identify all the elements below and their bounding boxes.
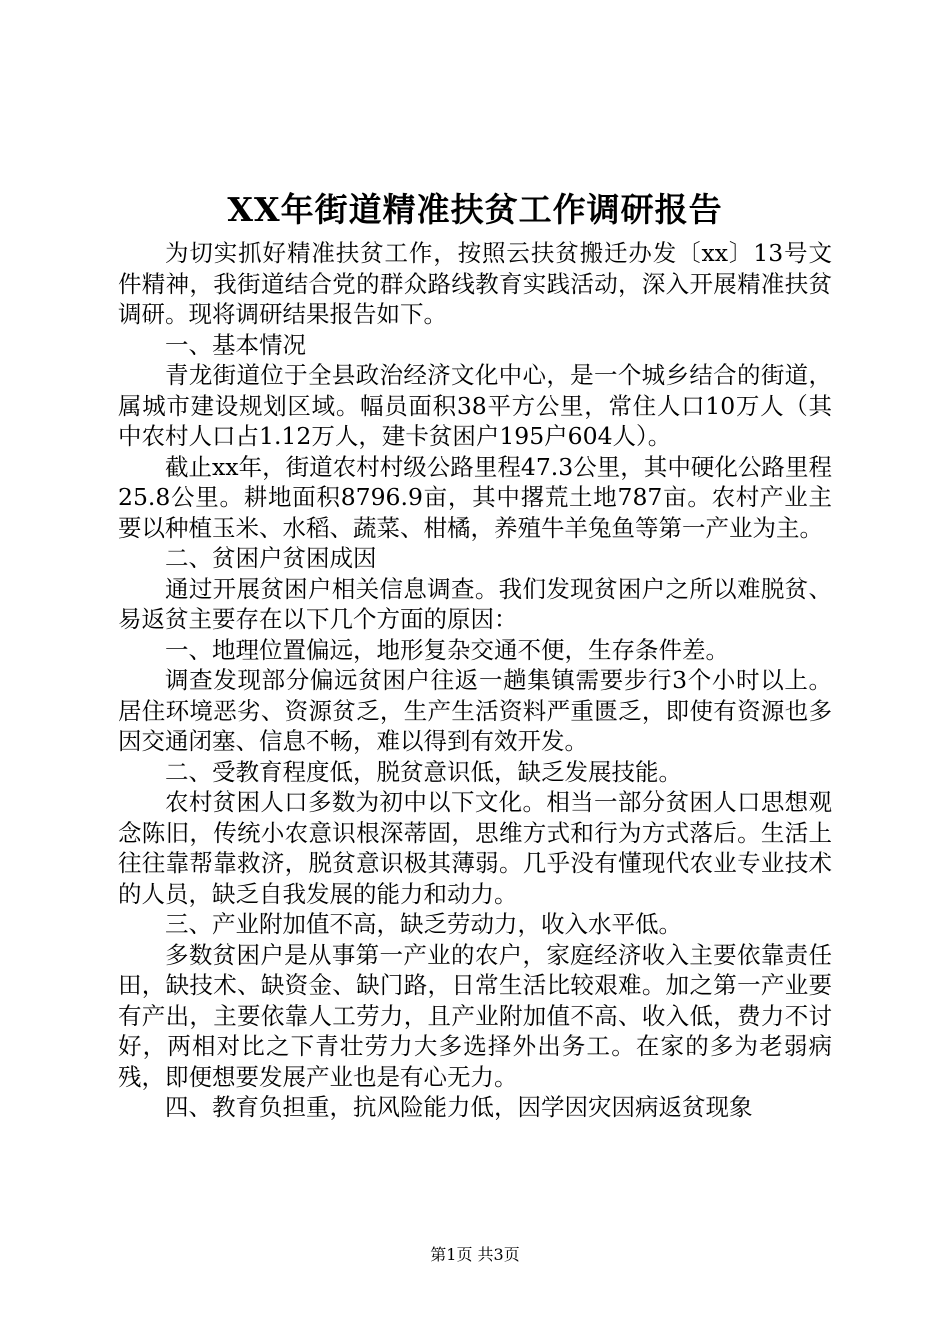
document-body (118, 238, 832, 1123)
paragraph-basic-situation: 青龙街道位于全县政治经济文化中心，是一个城乡结合的街道，属城市建设规划区域。幅员面积38平方公里，常住人口10万人（其中农村人口占1.12万人，建卡贫困户195户604人）。 (118, 361, 832, 450)
paragraph-intro: 为切实抓好精准扶贫工作，按照云扶贫搬迁办发〔xx〕13号文件精神，我街道结合党的群众路线教育实践活动，深入开展精准扶贫调研。现将调研结果报告如下。 (118, 239, 832, 328)
heading-poverty-causes: 二、贫困户贫困成因 (165, 544, 377, 572)
paragraph-location: 调查发现部分偏远贫困户往返一趟集镇需要步行3个小时以上。居住环境恶劣、资源贫乏，生产生活资料严重匮乏，即使有资源也多因交通闭塞、信息不畅，难以得到有效开发。 (118, 666, 832, 755)
subheading-location: 一、地理位置偏远，地形复杂交通不便，生存条件差。 (165, 635, 729, 664)
subheading-education: 二、受教育程度低，脱贫意识低，缺乏发展技能。 (165, 757, 682, 786)
heading-basic-situation: 一、基本情况 (165, 330, 306, 359)
subheading-industry: 三、产业附加值不高，缺乏劳动力，收入水平低。 (165, 910, 682, 938)
paragraph-infrastructure: 截止xx年，街道农村村级公路里程47.3公里，其中硬化公路里程25.8公里。耕地面积8796.9亩，其中撂荒土地787亩。农村产业主要以种植玉米、水稻、蔬菜、柑橘，养殖牛羊兔鱼等第一产业为主。 (118, 452, 832, 542)
paragraph-education: 农村贫困人口多数为初中以下文化。相当一部分贫困人口思想观念陈旧，传统小农意识根深蒂固，思维方式和行为方式落后。生活上往往靠帮靠救济，脱贫意识极其薄弱。几乎没有懂现代农业专业技术的人员，缺乏自我发展的能力和动力。 (118, 788, 832, 908)
paragraph-survey: 通过开展贫困户相关信息调查。我们发现贫困户之所以难脱贫、易返贫主要存在以下几个方面的原因： (118, 574, 832, 633)
page-footer: 第1页 共3页 (430, 1245, 520, 1264)
paragraph-industry: 多数贫困户是从事第一产业的农户，家庭经济收入主要依靠责任田，缺技术、缺资金、缺门路，日常生活比较艰难。加之第一产业要有产出，主要依靠人工劳力，且产业附加值不高、收入低，费力不讨好，两相对比之下青壮劳力大多选择外出务工。在家的多为老弱病残，即便想要发展产业也是有心无力。 (118, 940, 832, 1091)
subheading-burden: 四、教育负担重，抗风险能力低，因学因灾因病返贫现象 (165, 1093, 753, 1121)
document-title: XX年街道精准扶贫工作调研报告 (227, 190, 723, 229)
